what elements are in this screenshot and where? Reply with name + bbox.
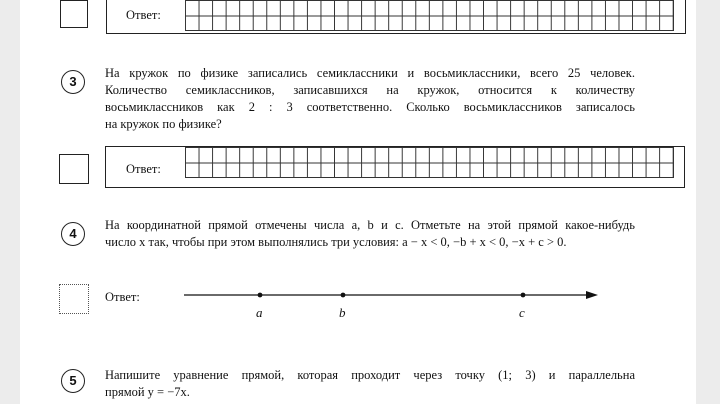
point-a-label: a	[256, 305, 263, 320]
task4-answer-label: Ответ:	[105, 290, 140, 304]
task2-answer-label: Ответ:	[126, 8, 161, 22]
task4-line-1: На координатной прямой отмечены числа a, b и c. Отметьте на этой прямой какое-нибудь	[105, 218, 635, 232]
task5-line-2: прямой y = −7x.	[105, 385, 190, 399]
point-c-label: c	[519, 305, 525, 320]
task2-answer-grid[interactable]	[185, 0, 674, 31]
task3-line-3: восьмиклассников как 2 : 3 соответственно. Сколько восьмиклассников записалось	[105, 100, 635, 114]
task4-text	[105, 217, 635, 251]
task4-number-badge: 4	[61, 222, 85, 246]
task5-text	[105, 367, 635, 401]
task5-number-badge: 5	[61, 369, 85, 393]
task3-line-1: На кружок по физике записались семиклассники и восьмиклассники, всего 25 человек.	[105, 66, 635, 80]
worksheet-page	[20, 0, 696, 404]
task5-line-1: Напишите уравнение прямой, которая проходит через точку (1; 3) и параллельна	[105, 368, 635, 382]
task4-line-2: число x так, чтобы при этом выполнялись три условия: a − x < 0, −b + x < 0, −x + c > 0.	[105, 235, 567, 249]
task3-text	[105, 65, 635, 133]
task4-score-box	[59, 284, 89, 314]
task3-answer-label: Ответ:	[126, 162, 161, 176]
task3-answer-grid[interactable]	[185, 147, 674, 178]
task3-line-4: на кружок по физике?	[105, 117, 222, 131]
task3-line-2: Количество семиклассников, записавшихся на кружок, относится к количеству	[105, 83, 635, 97]
point-c-dot	[521, 293, 526, 298]
task3-number-badge: 3	[61, 70, 85, 94]
point-a-dot	[258, 293, 263, 298]
task3-score-box	[59, 154, 89, 184]
point-b-label: b	[339, 305, 346, 320]
number-line[interactable]	[180, 285, 605, 305]
task2-score-box	[60, 0, 88, 28]
point-b-dot	[341, 293, 346, 298]
number-line-arrow-icon	[586, 291, 598, 299]
